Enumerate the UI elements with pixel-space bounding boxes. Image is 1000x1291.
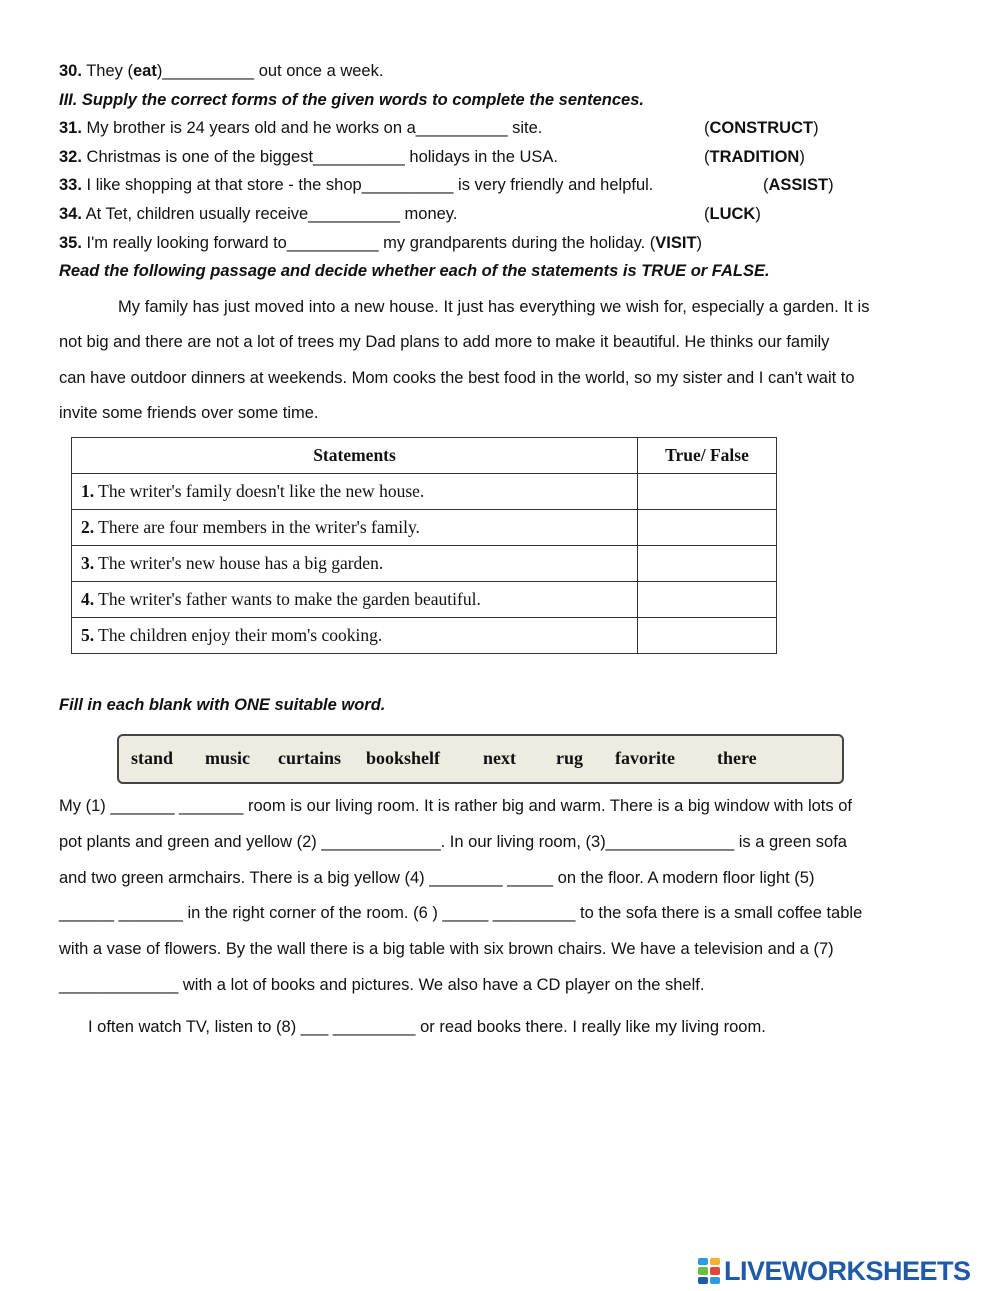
given-word: eat [132,62,157,80]
word-bank-item: stand [131,748,174,768]
question-number: 33. [59,176,82,194]
passage-line: invite some friends over some time. [59,404,319,422]
word-bank-item: rug [556,748,583,768]
passage-line: not big and there are not a lot of trees my Dad plans to add more to make it beautiful. He thinks our family [59,333,830,351]
question-text: They ( [81,62,133,80]
fill-line: _____________ with a lot of books and pictures. We also have a CD player on the shelf. [59,976,705,994]
question-text: I like shopping at that store - the shop__________ is very friendly and helpful. [81,176,654,194]
table-header-row [72,438,777,474]
fill-title: Fill in each blank with ONE suitable word. [59,696,386,714]
question-text: )__________ out once a week. [156,62,384,80]
word-bank-item: there [717,748,757,768]
statement-cell: 1. The writer's family doesn't like the new house. [72,474,638,510]
question-number: 32. [59,148,82,166]
passage-line: can have outdoor dinners at weekends. Mom cooks the best food in the world, so my sister and I can't wait to [59,369,855,387]
table-row [72,618,777,654]
question-35 [59,233,702,253]
fill-line: and two green armchairs. There is a big yellow (4) ________ _____ on the floor. A modern floor light (5) [59,869,815,887]
true-false-table [71,437,777,654]
answer-cell[interactable] [638,510,777,546]
question-number: 31. [59,119,82,137]
question-30 [59,61,383,81]
question-text: Christmas is one of the biggest__________ holidays in the USA. [81,148,558,166]
question-text: I'm really looking forward to__________ my grandparents during the holiday. ( [81,234,656,252]
answer-cell[interactable] [638,546,777,582]
section-3-title: III. Supply the correct forms of the given words to complete the sentences. [59,91,644,109]
statement-cell: 2. There are four members in the writer's family. [72,510,638,546]
word-bank-item: bookshelf [366,748,441,768]
word-hint: (ASSIST) [763,176,834,194]
table-row [72,546,777,582]
question-number: 30. [59,62,82,80]
table-row [72,582,777,618]
fill-line-last: I often watch TV, listen to (8) ___ _________ or read books there. I really like my living room. [88,1018,766,1036]
fill-line: with a vase of flowers. By the wall there is a big table with six brown chairs. We have a television and a (7) [59,940,834,958]
word-bank-item: curtains [278,748,341,768]
statement-cell: 3. The writer's new house has a big garden. [72,546,638,582]
word-bank-item: next [483,748,516,768]
true-false-header: True/ False [638,438,777,474]
fill-line: pot plants and green and yellow (2) _____________. In our living room, (3)______________ is a green sofa [59,833,847,851]
table-row [72,474,777,510]
question-number: 34. [59,205,82,223]
word-hint: (LUCK) [704,205,761,223]
statement-cell: 4. The writer's father wants to make the garden beautiful. [72,582,638,618]
word-bank-box [117,734,844,784]
table-row [72,510,777,546]
answer-cell[interactable] [638,582,777,618]
question-34 [59,204,761,224]
logo-text: LIVEWORKSHEETS [724,1255,971,1286]
reading-title: Read the following passage and decide whether each of the statements is TRUE or FALSE. [59,262,770,280]
word-hint: (TRADITION) [704,148,805,166]
liveworksheets-logo [698,1256,971,1286]
statement-cell: 5. The children enjoy their mom's cooking. [72,618,638,654]
question-text: My brother is 24 years old and he works on a__________ site. [81,119,543,137]
fill-line: ______ _______ in the right corner of the room. (6 ) _____ _________ to the sofa there is a small coffee table [59,904,863,922]
passage-line: My family has just moved into a new house. It just has everything we wish for, especially a garden. It is [118,298,870,316]
question-text: At Tet, children usually receive__________ money. [81,205,458,223]
answer-cell[interactable] [638,474,777,510]
question-number: 35. [59,234,82,252]
answer-cell[interactable] [638,618,777,654]
question-33 [59,175,834,195]
question-31 [59,118,819,138]
question-32 [59,147,805,167]
word-bank-item: music [205,748,250,768]
word-hint: VISIT) [655,234,703,252]
word-bank-item: favorite [615,748,675,768]
statements-header: Statements [72,438,638,474]
word-hint: (CONSTRUCT) [704,119,819,137]
logo-blocks-icon [698,1258,720,1284]
fill-line: My (1) _______ _______ room is our living room. It is rather big and warm. There is a big window with lots of [59,797,852,815]
